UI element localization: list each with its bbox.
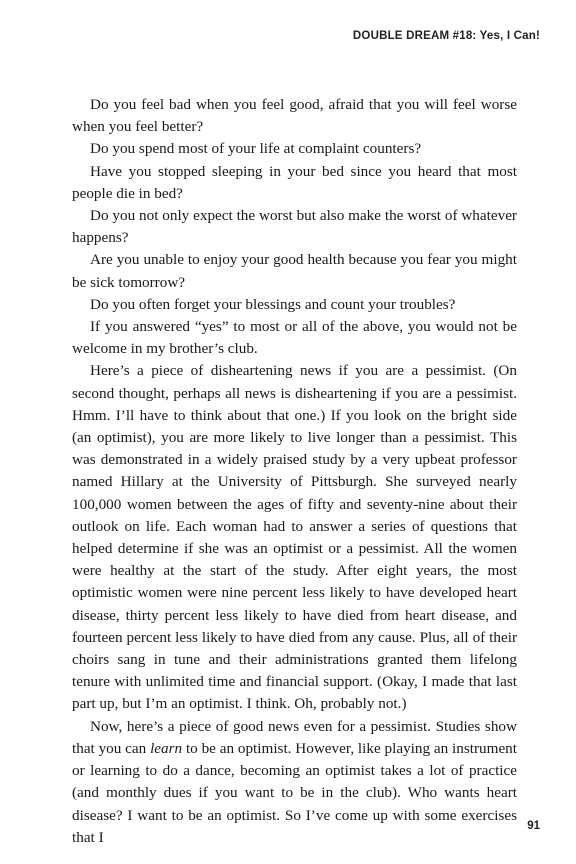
text-run: to be an optimist. However, like playing an instrument or learning to do a dance, becoming an optimist takes a lot of practice (and monthly dues if you want to be in the club). Who wants heart disease? I want to be an optimist. So I’ve come up with some exercises that I xyxy=(72,739,517,846)
body-paragraph: If you answered “yes” to most or all of the above, you would not be welcome in my brother’s club. xyxy=(72,318,517,358)
body-paragraph-last xyxy=(72,716,517,849)
question-paragraph: Are you unable to enjoy your good health because you fear you might be sick tomorrow? xyxy=(72,251,517,291)
body-text xyxy=(72,94,517,849)
question-paragraph: Do you often forget your blessings and count your troubles? xyxy=(90,295,456,313)
question-paragraph: Have you stopped sleeping in your bed since you heard that most people die in bed? xyxy=(72,162,517,202)
question-paragraph: Do you feel bad when you feel good, afraid that you will feel worse when you feel better? xyxy=(72,96,517,136)
question-paragraph: Do you not only expect the worst but also make the worst of whatever happens? xyxy=(72,207,517,247)
page-number: 91 xyxy=(527,820,540,832)
text-run: Now, here’s a piece of good news even for a pessimist. Studies show that you can xyxy=(72,717,517,757)
emphasized-word: learn xyxy=(150,739,183,757)
question-paragraph: Do you spend most of your life at complaint counters? xyxy=(90,140,422,158)
running-head: DOUBLE DREAM #18: Yes, I Can! xyxy=(352,30,540,42)
body-paragraph: Here’s a piece of disheartening news if you are a pessimist. (On second thought, perhaps all news is disheartening if you are a pessimist. Hmm. I’ll have to think about that one.) If you look on the bright side (an optimist), you are more likely to live longer than a pessimist. This was demonstrated in a widely praised study by a very upbeat professor named Hillary at the University of Pittsburgh. She surveyed nearly 100,000 women between the ages of fifty and seventy-nine about their outlook on life. Each woman had to answer a series of questions that helped determine if she was an optimist or a pessimist. All the women were healthy at the start of the study. After eight years, the most optimistic women were nine percent less likely to have developed heart disease, thirty percent less likely to have died from heart disease, and fourteen percent less likely to have died from any cause. Plus, all of their choirs sang in tune and their administrations granted them lifelong tenure with unlimited time and financial support. (Okay, I made that last part up, but I’m an optimist. I think. Oh, probably not.) xyxy=(72,362,517,713)
